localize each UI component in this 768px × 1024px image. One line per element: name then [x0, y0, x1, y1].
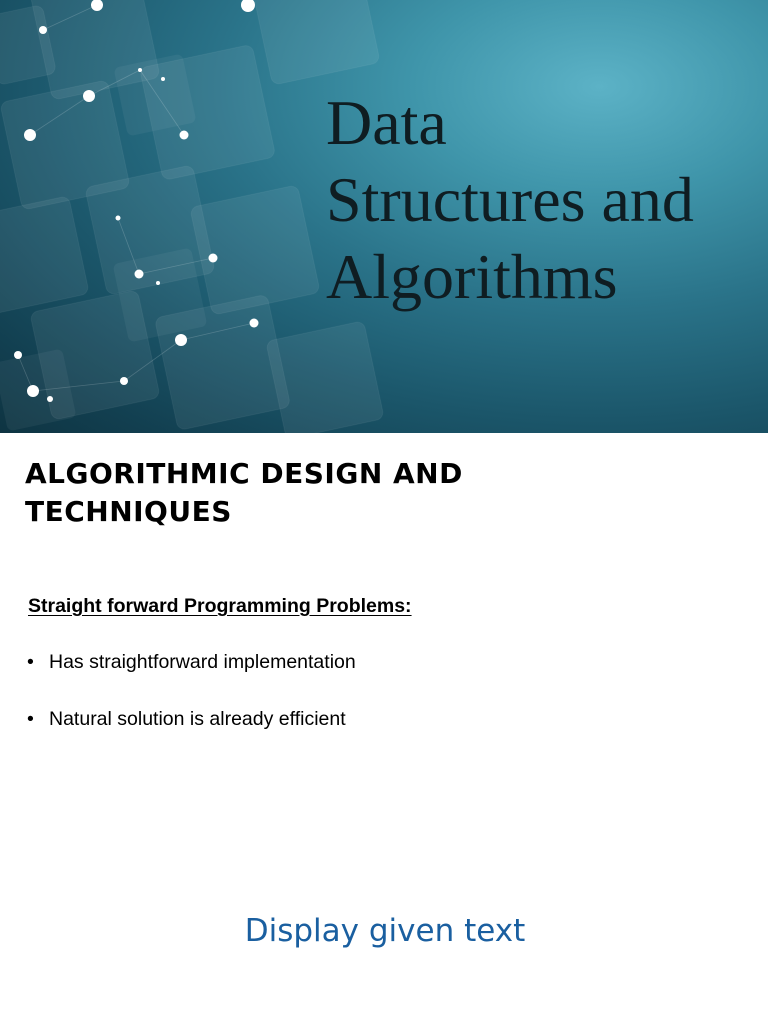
- banner-title-line-3: Algorithms: [326, 241, 618, 312]
- title-banner: [0, 0, 768, 433]
- section-heading: [25, 455, 745, 531]
- banner-title: [326, 84, 746, 315]
- banner-title-line-2: Structures and: [326, 164, 694, 235]
- bullet-icon: •: [27, 651, 34, 673]
- subheading: Straight forward Programming Problems:: [28, 595, 412, 617]
- section-heading-line-1: ALGORITHMIC DESIGN AND: [25, 457, 463, 490]
- banner-title-line-1: Data: [326, 87, 447, 158]
- bullet-icon: •: [27, 708, 34, 730]
- list-item: [26, 705, 356, 733]
- caption: Display given text: [244, 913, 526, 949]
- bullet-text: Natural solution is already efficient: [49, 708, 346, 730]
- bullet-list: [26, 648, 356, 762]
- bullet-text: Has straightforward implementation: [49, 651, 356, 673]
- section-heading-line-2: TECHNIQUES: [25, 495, 232, 528]
- list-item: [26, 648, 356, 676]
